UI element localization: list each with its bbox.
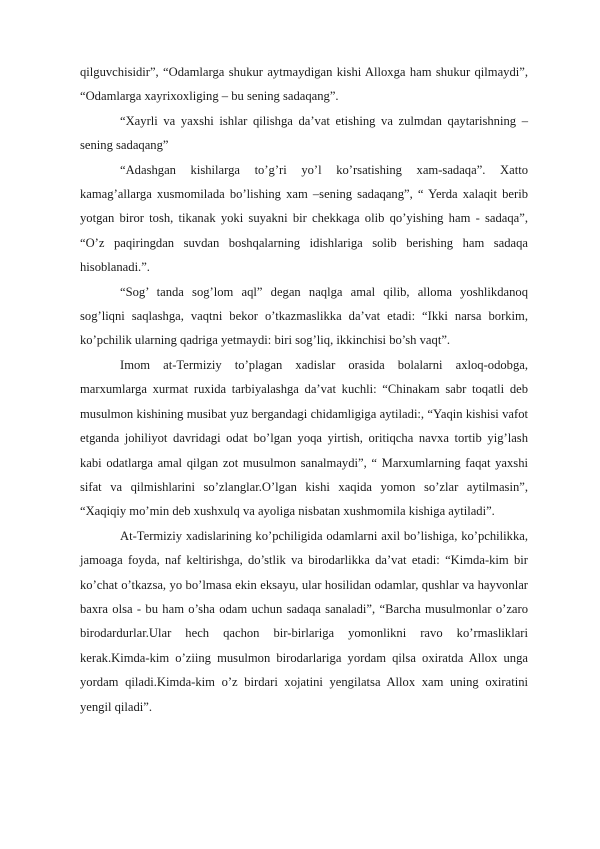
paragraph-5: Imom at-Termiziy to’plagan xadislar orasida bolalarni axloq-odobga, marxumlarga xurmat ruxida tarbiyalashga da’vat kuchli: “Chinakam sabr toqatli deb musulmon kishining musibat yuz bergandagi chidamligiga aytiladi:, “Yaqin kishisi vafot etganda johiliyot davridagi odat bo’lgan yoqa yirtish, oritiqcha navxa tortib yig’lash kabi odatlarga amal qilgan zot musulmon sanalmaydi”, “ Marxumlarning faqat yaxshi sifat va qilmishlarini so’zlanglar.O’lgan kishi xaqida yomon so’zlar aytilmasin”, “Xaqiqiy mo’min deb xushxulq va ayoliga nisbatan xushmomila kishiga aytiladi”. <box>80 357 528 519</box>
paragraph-1: qilguvchisidir”, “Odamlarga shukur aytmaydigan kishi Alloxga ham shukur qilmaydi”, “Odamlarga xayrixoxliging – bu sening sadaqang”. <box>80 65 528 104</box>
paragraph-3: “Adashgan kishilarga to’g’ri yo’l ko’rsatishing xam-sadaqa”. Xatto kamag’allarga xusmomilada bo’lishing xam –sening sadaqang”, “ Yerda xalaqit berib yotgan biror tosh, tikanak yoki suyakni bir chekkaga olib qo’yishing ham - sadaqa”, “O’z paqiringdan suvdan boshqalarning idishlariga solib berishing ham sadaqa hisoblanadi.”. <box>80 162 528 275</box>
paragraph-2: “Xayrli va yaxshi ishlar qilishga da’vat etishing va zulmdan qaytarishning –sening sadaqang” <box>80 113 528 153</box>
paragraph-4: “Sog’ tanda sog’lom aql” degan naqlga amal qilib, alloma yoshlikdanoq sog’liqni saqlashga, vaqtni bekor o’tkazmaslikka da’vat etadi: “Ikki narsa borkim, ko’pchilik ularning qadriga yetmaydi: biri sog’liq, ikkinchisi bo’sh vaqt”. <box>80 284 528 348</box>
document-body <box>80 60 528 719</box>
paragraph-6: At-Termiziy xadislarining ko’pchiligida odamlarni axil bo’lishiga, ko’pchilikka, jamoaga foyda, naf keltirishga, do’stlik va birodarlikka da’vat etadi: “Kimda-kim bir ko’chat o’tkazsa, yo bo’lmasa ekin eksayu, ular hosilidan odamlar, qushlar va hayvonlar baxra olsa - bu ham o’sha odam uchun sadaqa sanaladi”, “Barcha musulmonlar o’zaro birodardurlar.Ular hech qachon bir-birlariga yomonlikni ravo ko’rmasliklari kerak.Kimda-kim o’ziing musulmon birodarlariga yordam qilsa oxiratda Allox unga yordam qiladi.Kimda-kim o’z birdari xojatini yengilatsa Allox xam uning oxiratini yengil qiladi”. <box>80 528 528 714</box>
